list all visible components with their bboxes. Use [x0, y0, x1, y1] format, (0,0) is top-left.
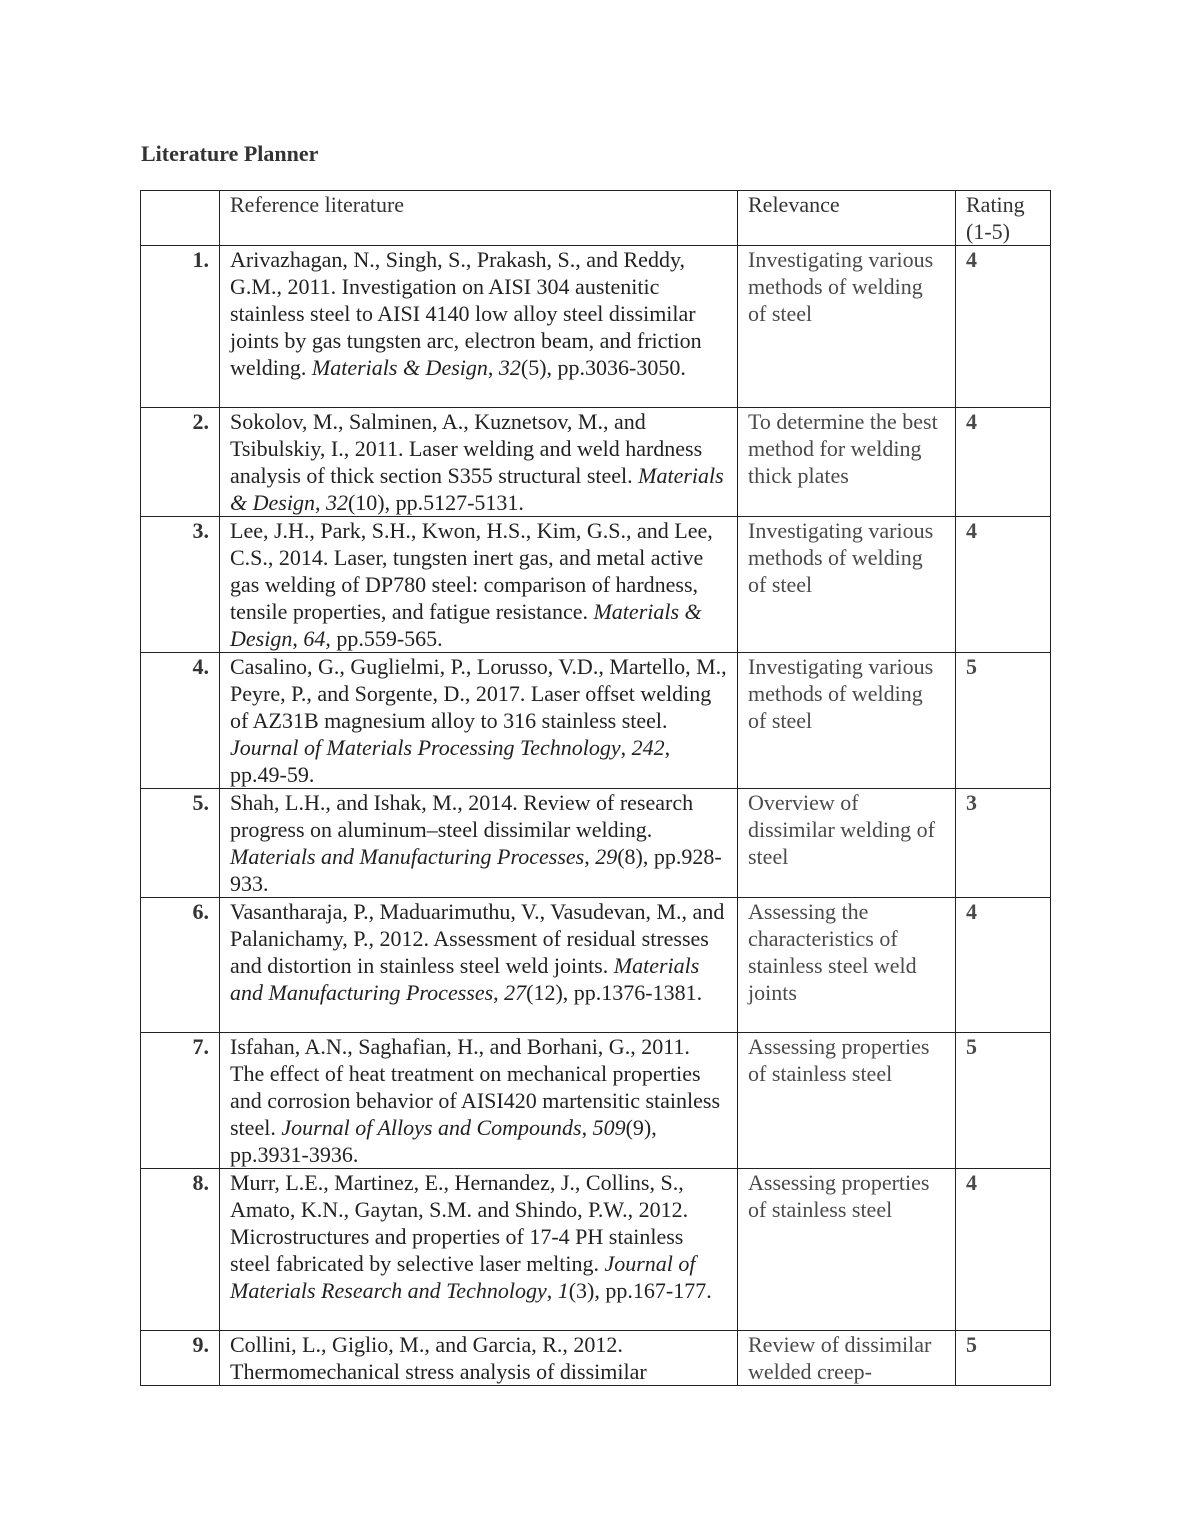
- relevance-cell: Review of dissimilar welded creep-: [738, 1331, 956, 1386]
- reference-text: Lee, J.H., Park, S.H., Kwon, H.S., Kim, G.S., and Lee, C.S., 2014. Laser, tungsten inert gas, and metal active gas welding of DP780 steel: comparison of hardness, tensile properties, and fatigue resistance.: [230, 518, 713, 624]
- reference-separator: ,: [620, 735, 632, 760]
- row-number: 9.: [141, 1331, 220, 1386]
- relevance-cell: Overview of dissimilar welding of steel: [738, 789, 956, 898]
- row-number: 7.: [141, 1033, 220, 1169]
- table-header-row: [141, 191, 1051, 246]
- table-row: [141, 898, 1051, 1033]
- journal-volume: 32: [325, 490, 348, 515]
- table-row: [141, 408, 1051, 517]
- reference-cell: [220, 408, 738, 517]
- journal-volume: 29: [595, 844, 618, 869]
- table-row: [141, 1033, 1051, 1169]
- journal-name: Journal of Materials Research and Technology: [230, 1251, 696, 1303]
- reference-pages: (10), pp.5127-5131.: [347, 490, 524, 515]
- journal-volume: 64: [303, 626, 326, 651]
- reference-text: Vasantharaja, P., Maduarimuthu, V., Vasudevan, M., and Palanichamy, P., 2012. Assessment of residual stresses and distortion in stainless steel weld joints.: [230, 899, 725, 978]
- rating-cell: 4: [956, 408, 1051, 517]
- table-body: [141, 246, 1051, 1386]
- reference-pages: , pp.49-59.: [230, 735, 671, 787]
- relevance-cell: Assessing the characteristics of stainless steel weld joints: [738, 898, 956, 1033]
- journal-name: Materials and Manufacturing Processes: [230, 953, 700, 1005]
- reference-separator: ,: [292, 626, 304, 651]
- relevance-cell: Investigating various methods of welding of steel: [738, 517, 956, 653]
- row-number: 6.: [141, 898, 220, 1033]
- header-number: [141, 191, 220, 246]
- reference-text: Murr, L.E., Martinez, E., Hernandez, J., Collins, S., Amato, K.N., Gaytan, S.M. and Shindo, P.W., 2012. Microstructures and properties of 17-4 PH stainless steel fabricated by selective laser melting.: [230, 1170, 689, 1276]
- reference-pages: (12), pp.1376-1381.: [526, 980, 703, 1005]
- journal-volume: 509: [592, 1115, 626, 1140]
- rating-cell: 5: [956, 1331, 1051, 1386]
- journal-name: Materials and Manufacturing Processes: [230, 844, 585, 869]
- row-number: 8.: [141, 1169, 220, 1331]
- reference-separator: ,: [487, 355, 499, 380]
- literature-table: [140, 190, 1051, 1386]
- reference-separator: ,: [493, 980, 505, 1005]
- reference-cell: [220, 789, 738, 898]
- reference-text: Casalino, G., Guglielmi, P., Lorusso, V.D., Martello, M., Peyre, P., and Sorgente, D., 2017. Laser offset welding of AZ31B magnesium alloy to 316 stainless steel.: [230, 654, 727, 733]
- relevance-cell: To determine the best method for welding thick plates: [738, 408, 956, 517]
- reference-pages: (8), pp.928-933.: [230, 844, 722, 896]
- table-row: [141, 517, 1051, 653]
- table-row: [141, 246, 1051, 408]
- journal-name: Journal of Materials Processing Technology: [230, 735, 621, 760]
- rating-cell: 3: [956, 789, 1051, 898]
- reference-pages: (5), pp.3036-3050.: [520, 355, 686, 380]
- reference-cell: [220, 517, 738, 653]
- rating-cell: 4: [956, 517, 1051, 653]
- reference-pages: (3), pp.167-177.: [568, 1278, 712, 1303]
- page-title: Literature Planner: [141, 141, 319, 166]
- reference-separator: ,: [546, 1278, 558, 1303]
- journal-name: Materials & Design: [311, 355, 488, 380]
- rating-cell: 4: [956, 246, 1051, 408]
- reference-text: Sokolov, M., Salminen, A., Kuznetsov, M., and Tsibulskiy, I., 2011. Laser welding and weld hardness analysis of thick section S355 structural steel.: [230, 409, 703, 488]
- reference-text: Isfahan, A.N., Saghafian, H., and Borhani, G., 2011. The effect of heat treatment on mechanical properties and corrosion behavior of AISI420 martensitic stainless steel.: [230, 1034, 721, 1140]
- reference-text: Shah, L.H., and Ishak, M., 2014. Review of research progress on aluminum–steel dissimilar welding.: [230, 790, 694, 842]
- reference-text: Arivazhagan, N., Singh, S., Prakash, S., and Reddy, G.M., 2011. Investigation on AISI 304 austenitic stainless steel to AISI 4140 low alloy steel dissimilar joints by gas tungsten arc, electron beam, and friction welding.: [230, 247, 702, 380]
- reference-cell: [220, 898, 738, 1033]
- reference-pages: (9), pp.3931-3936.: [230, 1115, 657, 1167]
- header-relevance: Relevance: [738, 191, 956, 246]
- table-row: [141, 1331, 1051, 1386]
- reference-cell: [220, 246, 738, 408]
- table-row: [141, 1169, 1051, 1331]
- row-number: 1.: [141, 246, 220, 408]
- reference-cell: [220, 1169, 738, 1331]
- journal-name: Materials & Design: [230, 599, 702, 651]
- journal-volume: 27: [504, 980, 527, 1005]
- relevance-cell: Investigating various methods of welding of steel: [738, 246, 956, 408]
- table-row: [141, 789, 1051, 898]
- journal-volume: 1: [557, 1278, 569, 1303]
- table-row: [141, 653, 1051, 789]
- relevance-cell: Assessing properties of stainless steel: [738, 1169, 956, 1331]
- rating-cell: 5: [956, 1033, 1051, 1169]
- reference-separator: ,: [581, 1115, 593, 1140]
- reference-cell: [220, 1033, 738, 1169]
- journal-name: Materials & Design: [230, 463, 724, 515]
- journal-volume: 32: [498, 355, 521, 380]
- rating-cell: 4: [956, 898, 1051, 1033]
- row-number: 2.: [141, 408, 220, 517]
- reference-pages: , pp.559-565.: [325, 626, 443, 651]
- journal-name: Journal of Alloys and Compounds: [281, 1115, 582, 1140]
- row-number: 3.: [141, 517, 220, 653]
- journal-volume: 242: [631, 735, 665, 760]
- reference-cell: [220, 1331, 738, 1386]
- row-number: 5.: [141, 789, 220, 898]
- header-reference: Reference literature: [220, 191, 738, 246]
- relevance-cell: Investigating various methods of welding of steel: [738, 653, 956, 789]
- header-rating: Rating (1-5): [956, 191, 1051, 246]
- row-number: 4.: [141, 653, 220, 789]
- reference-cell: [220, 653, 738, 789]
- reference-separator: ,: [314, 490, 326, 515]
- rating-cell: 5: [956, 653, 1051, 789]
- reference-separator: ,: [584, 844, 596, 869]
- reference-text: Collini, L., Giglio, M., and Garcia, R., 2012. Thermomechanical stress analysis of dissimilar: [230, 1332, 647, 1384]
- rating-cell: 4: [956, 1169, 1051, 1331]
- relevance-cell: Assessing properties of stainless steel: [738, 1033, 956, 1169]
